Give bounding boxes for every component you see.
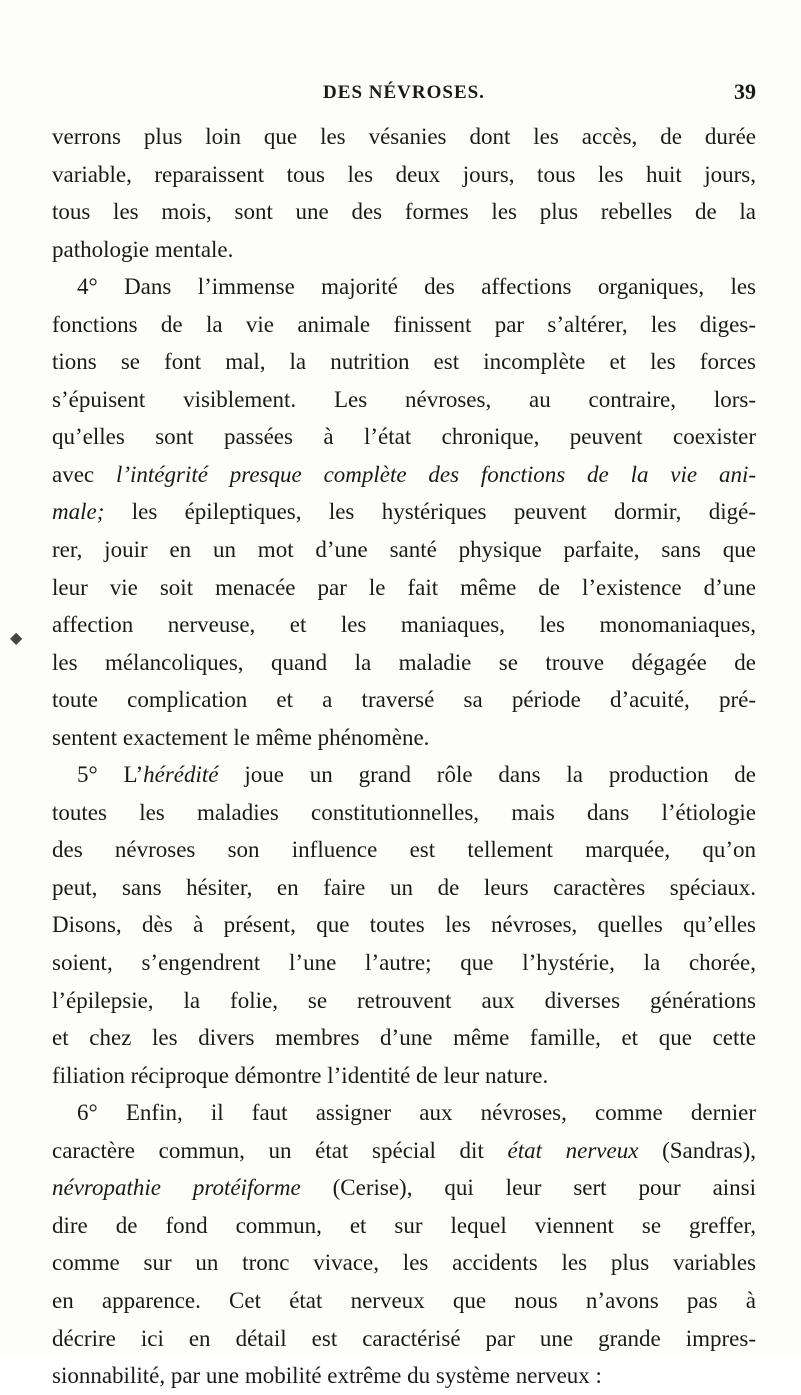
italic-text: l’intégrité presque complète des fonctions de la vie ani- [115,461,756,487]
text-line [52,418,756,456]
text-line [52,343,756,381]
text-segment: toutes les maladies constitutionnelles, mais dans l’étiologie [52,799,756,825]
text-segment: (Cerise), qui leur sert pour ainsi [300,1175,756,1201]
running-title: DES NÉVROSES. [323,82,485,103]
body-text [52,118,756,1395]
running-head [52,79,756,112]
text-line [52,719,756,757]
text-segment: variable, reparaissent tous les deux jours, tous les huit jours, [52,161,756,187]
text-line [52,906,756,944]
text-line [52,381,756,419]
text-line [52,1320,756,1358]
text-line [52,493,756,531]
text-segment: 6° Enfin, il faut assigner aux névroses, comme dernier [77,1100,756,1126]
text-line [52,1132,756,1170]
text-line [52,1207,756,1245]
text-segment: toute complication et a traversé sa période d’acuité, pré- [52,687,756,713]
text-line [52,231,756,269]
text-segment: sionnabilité, par une mobilité extrême du système nerveux : [52,1363,602,1389]
text-segment: les épileptiques, les hystériques peuvent dormir, digé- [104,499,756,525]
text-line [52,306,756,344]
text-segment: s’épuisent visiblement. Les névroses, au contraire, lors- [52,386,756,412]
text-segment: qu’elles sont passées à l’état chronique, peuvent coexister [52,424,756,450]
text-segment: dire de fond commun, et sur lequel viennent se greffer, [52,1212,756,1238]
text-line [52,644,756,682]
text-segment: leur vie soit menacée par le fait même de l’existence d’une [52,574,756,600]
text-segment: 5° L’ [77,762,144,788]
text-segment: verrons plus loin que les vésanies dont les accès, de durée [52,124,756,149]
text-segment: joue un grand rôle dans la production de [218,762,756,788]
text-segment: filiation réciproque démontre l’identité de leur nature. [52,1062,549,1088]
text-segment: rer, jouir en un mot d’une santé physique parfaite, sans que [52,537,756,563]
italic-text: névropathie protéiforme [52,1175,301,1201]
text-line [52,193,756,231]
text-segment: tions se font mal, la nutrition est incomplète et les forces [52,349,756,375]
text-segment: pathologie mentale. [52,236,234,262]
text-segment: tous les mois, sont une des formes les plus rebelles de la [52,199,756,225]
text-line [52,1244,756,1282]
italic-text: hérédité [143,762,219,788]
text-segment: peut, sans hésiter, en faire un de leurs caractères spéciaux. [52,874,756,900]
text-line [52,456,756,494]
text-line [52,1357,756,1395]
text-segment: soient, s’engendrent l’une l’autre; que l’hystérie, la chorée, [52,950,756,976]
text-segment: caractère commun, un état spécial dit [52,1137,508,1163]
italic-text: état nerveux [507,1137,639,1163]
text-segment: l’épilepsie, la folie, se retrouvent aux diverses générations [52,987,756,1013]
text-line [52,1094,756,1132]
text-line [52,982,756,1020]
text-line [52,569,756,607]
text-segment: (Sandras), [638,1137,756,1163]
text-segment: Disons, dès à présent, que toutes les névroses, quelles qu’elles [52,912,756,938]
text-line [52,606,756,644]
text-line [52,944,756,982]
text-line [52,531,756,569]
text-line [52,1019,756,1057]
text-segment: comme sur un tronc vivace, les accidents les plus variables [52,1250,756,1276]
text-segment: les mélancoliques, quand la maladie se trouve dégagée de [52,649,756,675]
text-segment: décrire ici en détail est caractérisé par une grande impres- [52,1325,756,1351]
text-segment: fonctions de la vie animale finissent par s’altérer, les diges- [52,311,756,337]
text-line [52,1282,756,1320]
page-number: 39 [734,79,756,104]
text-line [52,118,756,156]
text-segment: en apparence. Cet état nerveux que nous n’avons pas à [52,1287,756,1313]
text-line [52,681,756,719]
text-line [52,794,756,832]
text-line [52,1169,756,1207]
margin-mark: ◆ [10,630,23,647]
text-segment: 4° Dans l’immense majorité des affections organiques, les [77,274,756,300]
text-segment: affection nerveuse, et les maniaques, les monomaniaques, [52,612,756,638]
text-segment: avec [52,461,116,487]
text-line [52,831,756,869]
text-line [52,869,756,907]
text-segment: et chez les divers membres d’une même famille, et que cette [52,1025,756,1051]
text-line [52,156,756,194]
text-line [52,756,756,794]
text-segment: sentent exactement le même phénomène. [52,724,430,750]
text-line [52,268,756,306]
text-segment: des névroses son influence est tellement marquée, qu’on [52,837,756,863]
italic-text: male; [52,499,105,525]
text-line [52,1057,756,1095]
